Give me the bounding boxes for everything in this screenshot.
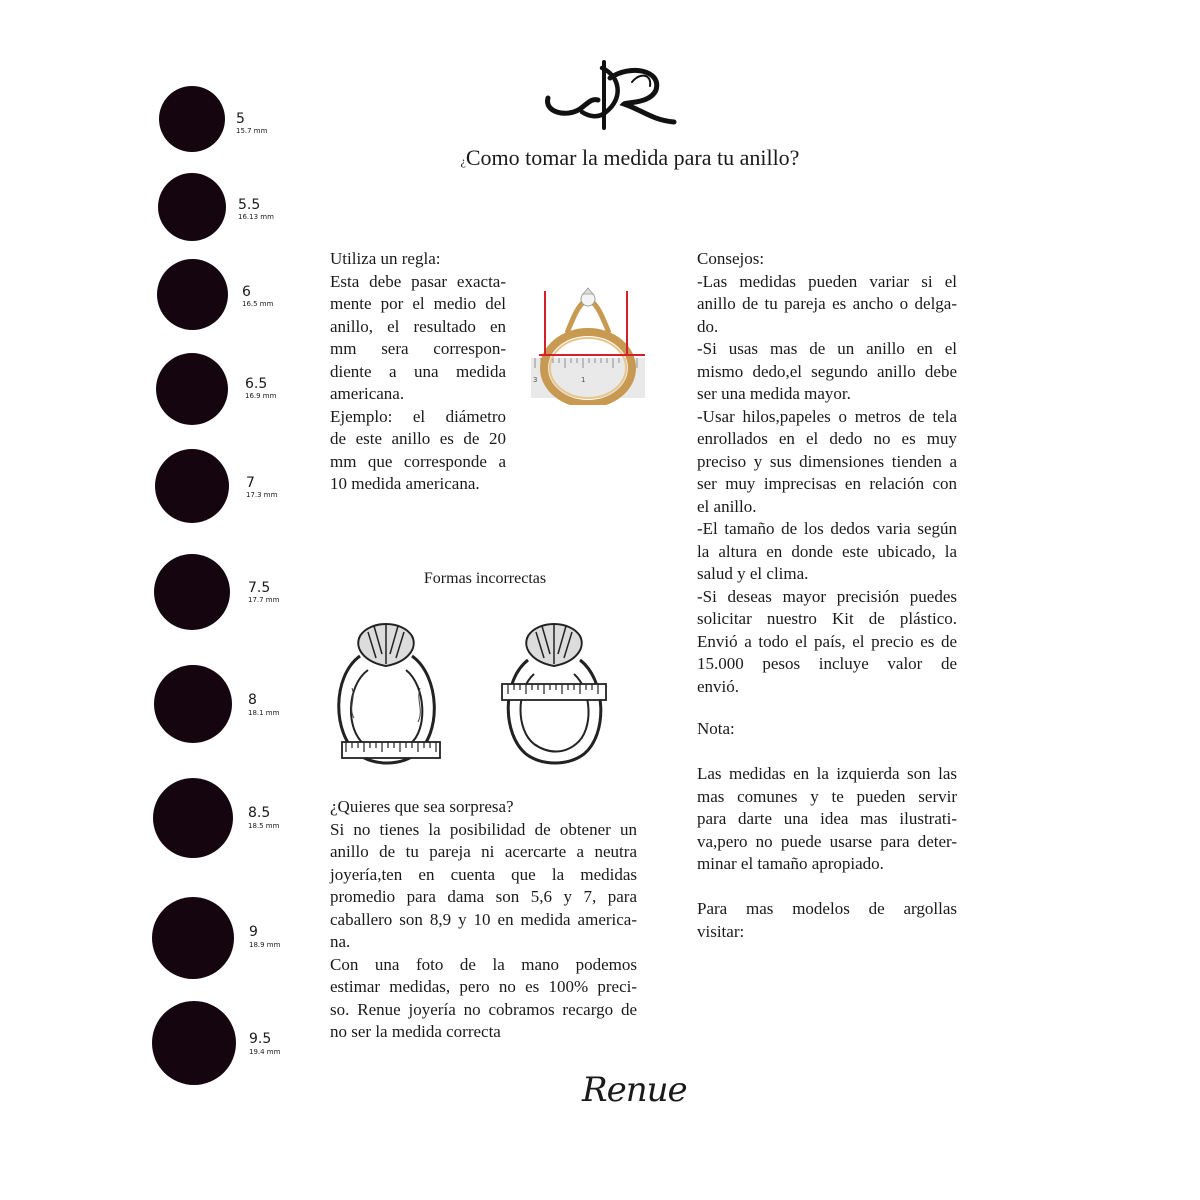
size-label: 8.5 xyxy=(248,805,271,821)
size-circle xyxy=(159,86,225,152)
more-line: Para mas modelos de argollas xyxy=(697,899,957,918)
tips-line: el anillo. xyxy=(697,496,757,516)
note-line: Las medidas en la izquierda son las xyxy=(697,764,957,783)
ruler-line: mm sera correspon- xyxy=(330,339,506,358)
size-circle xyxy=(158,173,226,241)
size-circle xyxy=(152,1001,236,1085)
note-heading: Nota: xyxy=(697,719,735,738)
more-models xyxy=(697,898,957,943)
surprise-line: Si no tienes la posibilidad de obtener un xyxy=(330,819,637,839)
tips-line: 15.000 pesos incluye valor de xyxy=(697,654,957,673)
tips-line: mismo dedo,el segundo anillo debe xyxy=(697,361,957,381)
surprise-line: anillo de tu pareja ni acercarte a neutra xyxy=(330,842,637,861)
note-line: minar el tamaño apropiado. xyxy=(697,854,884,873)
incorrect-sketch-ruler-top xyxy=(498,618,610,768)
surprise-line: na. xyxy=(330,932,351,951)
incorrect-forms-title: Formas incorrectas xyxy=(423,570,547,587)
ruler-line: de este anillo es de 20 xyxy=(330,429,506,448)
page-title xyxy=(380,145,880,171)
surprise-section xyxy=(330,796,637,1044)
tips-line: ser muy imprecisas en relación con xyxy=(697,474,957,493)
tips-line: -Si deseas mayor precisión puedes xyxy=(697,586,957,606)
tips-line: salud y el clima. xyxy=(697,564,809,583)
size-circle xyxy=(153,778,233,858)
ruler-line: americana. xyxy=(330,384,405,403)
tips-line: solicitar nuestro Kit de plástico. xyxy=(697,609,957,628)
tips-section xyxy=(697,248,957,698)
ruler-line: mente por el medio del xyxy=(330,294,506,313)
ruler-line: mm que corresponde a xyxy=(330,451,506,471)
surprise-line: promedio para dama son 5,6 y 7, para xyxy=(330,887,637,906)
size-mm: 18.5 mm xyxy=(248,822,280,830)
tips-line: Envió a todo el país, el precio es de xyxy=(697,631,957,651)
tips-line: anillo de tu pareja es ancho o delga- xyxy=(697,294,957,313)
note-line: mas comunes y te pueden servir xyxy=(697,786,957,806)
surprise-heading: ¿Quieres que sea sorpresa? xyxy=(330,797,514,816)
tips-line: -Usar hilos,papeles o metros de tela xyxy=(697,406,957,426)
incorrect-sketch-ruler-bottom xyxy=(330,618,442,768)
size-mm: 18.1 mm xyxy=(248,709,280,717)
note-body xyxy=(697,763,957,876)
surprise-line: estimar medidas, pero no es 100% preci- xyxy=(330,977,637,996)
ring-measure-photo xyxy=(527,283,649,405)
size-label: 8 xyxy=(248,692,257,708)
tips-line: envió. xyxy=(697,676,740,696)
size-mm: 18.9 mm xyxy=(249,941,281,949)
surprise-line: no ser la medida correcta xyxy=(330,1022,501,1041)
size-mm: 17.3 mm xyxy=(246,491,278,499)
size-label: 7.5 xyxy=(248,580,271,596)
size-label: 6.5 xyxy=(245,376,268,392)
tips-line: do. xyxy=(697,316,719,336)
tips-line: la altura en donde este ubicado, la xyxy=(697,541,957,561)
size-mm: 15.7 mm xyxy=(236,127,268,135)
ruler-mark: 3 xyxy=(533,376,538,384)
surprise-line: Con una foto de la mano podemos xyxy=(330,954,637,974)
ruler-line: diente a una medida xyxy=(330,361,506,381)
size-mm: 16.5 mm xyxy=(242,300,274,308)
tips-line: -Si usas mas de un anillo en el xyxy=(697,339,957,358)
ruler-line: Ejemplo: el diámetro xyxy=(330,406,506,426)
tips-line: ser una medida mayor. xyxy=(697,384,851,403)
renue-signature: Renue xyxy=(582,1070,687,1110)
tips-line: -El tamaño de los dedos varia según xyxy=(697,519,957,538)
size-mm: 19.4 mm xyxy=(249,1048,281,1056)
ruler-line: anillo, el resultado en xyxy=(330,316,506,336)
size-mm: 16.13 mm xyxy=(238,213,274,221)
title-text: Como tomar la medida para tu anillo? xyxy=(465,145,800,170)
note-section xyxy=(697,718,957,741)
ruler-heading: Utiliza un regla: xyxy=(330,249,441,268)
size-label: 9.5 xyxy=(249,1031,272,1047)
size-circle xyxy=(152,897,234,979)
surprise-line: caballero son 8,9 y 10 en medida america- xyxy=(330,909,637,929)
size-circle xyxy=(154,554,230,630)
tips-line: enrollados en el dedo no es muy xyxy=(697,429,957,448)
size-circle xyxy=(157,259,228,330)
size-label: 5.5 xyxy=(238,197,261,213)
size-mm: 17.7 mm xyxy=(248,596,280,604)
note-line: para darte una idea mas ilustrati- xyxy=(697,809,957,828)
title-prefix: ¿ xyxy=(460,154,466,168)
ruler-mark: 1 xyxy=(581,376,586,384)
tips-line: -Las medidas pueden variar si el xyxy=(697,271,957,291)
note-line: va,pero no puede usarse para deter- xyxy=(697,831,957,851)
size-circle xyxy=(155,449,229,523)
tips-line: preciso y sus dimensiones tienden a xyxy=(697,451,957,471)
surprise-line: so. Renue joyería no cobramos recargo de xyxy=(330,999,637,1019)
size-circle xyxy=(154,665,232,743)
ruler-line: 10 medida americana. xyxy=(330,474,480,493)
size-label: 9 xyxy=(249,924,258,940)
ruler-instructions xyxy=(330,248,506,496)
tips-heading: Consejos: xyxy=(697,249,765,268)
size-mm: 16.9 mm xyxy=(245,392,277,400)
size-label: 5 xyxy=(236,111,245,127)
size-label: 6 xyxy=(242,284,251,300)
jr-logo xyxy=(540,58,690,138)
surprise-line: joyería,ten en cuenta que la medidas xyxy=(330,864,637,884)
ruler-line: Esta debe pasar exacta- xyxy=(330,271,506,291)
more-line: visitar: xyxy=(697,921,745,941)
size-circle xyxy=(156,353,228,425)
size-label: 7 xyxy=(246,475,255,491)
